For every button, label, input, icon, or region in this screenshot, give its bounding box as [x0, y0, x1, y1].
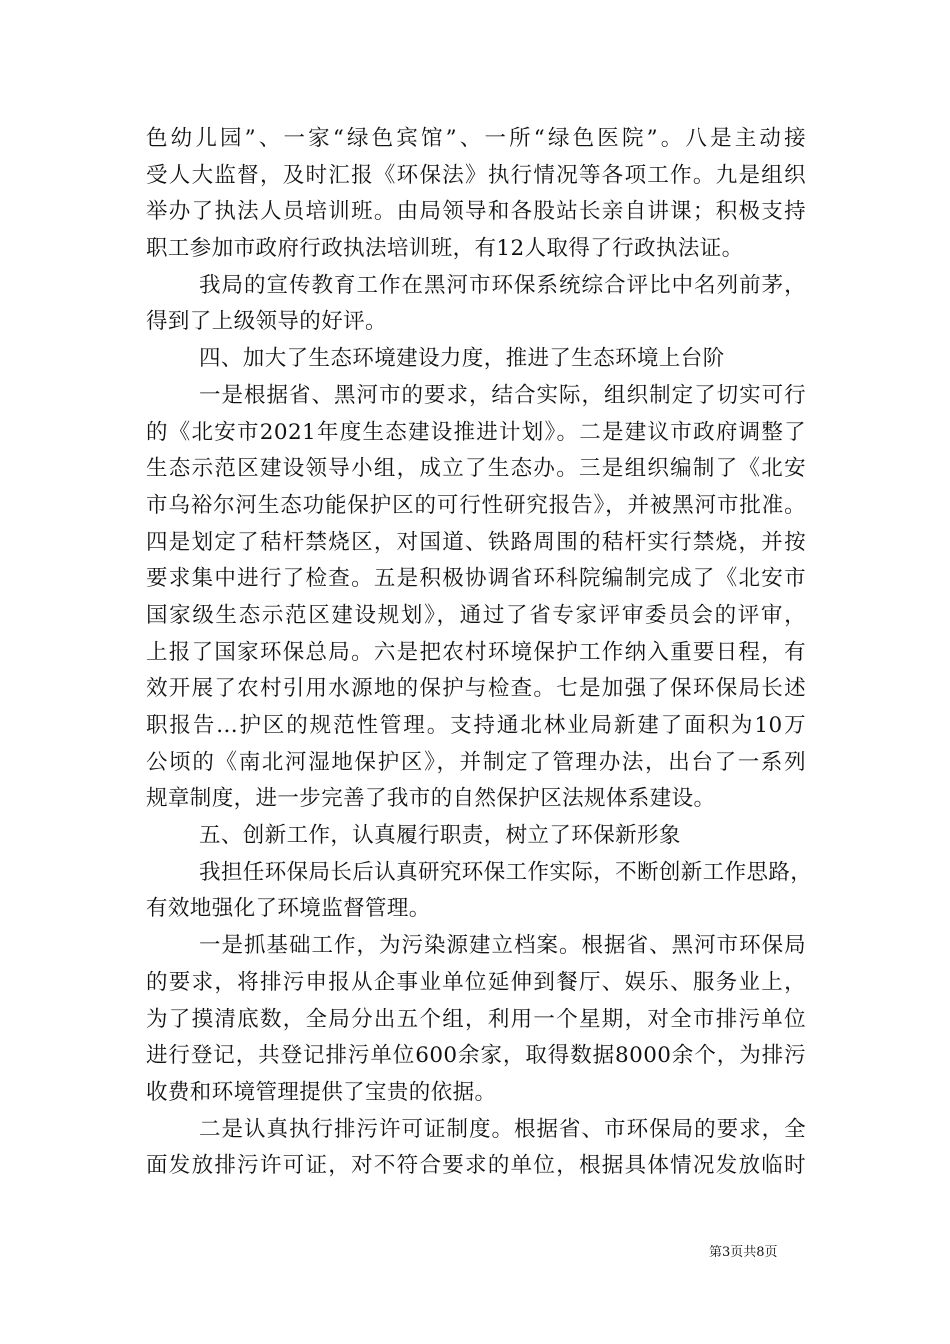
text-line: 一是抓基础工作，为污染源建立档案。根据省、黑河市环保局: [199, 933, 806, 959]
text-line: 受人大监督，及时汇报《环保法》执行情况等各项工作。九是组织: [146, 162, 806, 188]
page-number: 第3页共8页: [709, 1245, 778, 1260]
text-line: 职工参加市政府行政执法培训班，有12人取得了行政执法证。: [146, 236, 744, 262]
text-line: 一是根据省、黑河市的要求，结合实际，组织制定了切实可行: [199, 382, 806, 408]
text-line: 四、加大了生态环境建设力度，推进了生态环境上台阶: [199, 346, 725, 372]
text-line: 市乌裕尔河生态功能保护区的可行性研究报告》，并被黑河市批准。: [146, 492, 806, 518]
text-line: 为了摸清底数，全局分出五个组，利用一个星期，对全市排污单位: [146, 1006, 806, 1032]
text-line: 二是认真执行排污许可证制度。根据省、市环保局的要求，全: [199, 1116, 806, 1142]
text-line: 得到了上级领导的好评。: [146, 309, 387, 335]
text-line: 职报告...护区的规范性管理。支持通北林业局新建了面积为10万: [146, 713, 806, 738]
document-body: [146, 121, 813, 1185]
text-line: 的《北安市2021年度生态建设推进计划》。二是建议市政府调整了: [146, 419, 806, 445]
text-line: 规章制度，进一步完善了我市的自然保护区法规体系建设。: [146, 786, 716, 812]
text-line: 举办了执法人员培训班。由局领导和各股站长亲自讲课；积极支持: [146, 199, 806, 225]
text-line: 效开展了农村引用水源地的保护与检查。七是加强了保环保局长述: [146, 676, 806, 702]
text-line: 进行登记，共登记排污单位600余家，取得数据8000余个，为排污: [146, 1043, 806, 1069]
text-line: 的要求，将排污申报从企事业单位延伸到餐厅、娱乐、服务业上，: [146, 969, 806, 995]
text-line: 收费和环境管理提供了宝贵的依据。: [146, 1079, 497, 1105]
text-line: 我担任环保局长后认真研究环保工作实际，不断创新工作思路，: [199, 859, 813, 885]
text-line: 面发放排污许可证，对不符合要求的单位，根据具体情况发放临时: [146, 1153, 806, 1179]
text-line: 四是划定了秸杆禁烧区，对国道、铁路周围的秸杆实行禁烧，并按: [146, 529, 806, 555]
text-line: 生态示范区建设领导小组，成立了生态办。三是组织编制了《北安: [146, 456, 806, 482]
text-line: 五、创新工作，认真履行职责，树立了环保新形象: [199, 823, 681, 849]
text-line: 公顷的《南北河湿地保护区》，并制定了管理办法，出台了一系列: [146, 749, 806, 775]
text-line: 要求集中进行了检查。五是积极协调省环科院编制完成了《北安市: [146, 566, 806, 592]
text-line: 我局的宣传教育工作在黑河市环保系统综合评比中名列前茅，: [199, 272, 806, 298]
text-line: 上报了国家环保总局。六是把农村环境保护工作纳入重要日程，有: [146, 639, 806, 665]
text-line: 国家级生态示范区建设规划》，通过了省专家评审委员会的评审，: [146, 602, 806, 628]
text-line: 色幼儿园”、一家“绿色宾馆”、一所“绿色医院”。八是主动接: [146, 126, 806, 151]
text-line: 有效地强化了环境监督管理。: [146, 896, 431, 922]
